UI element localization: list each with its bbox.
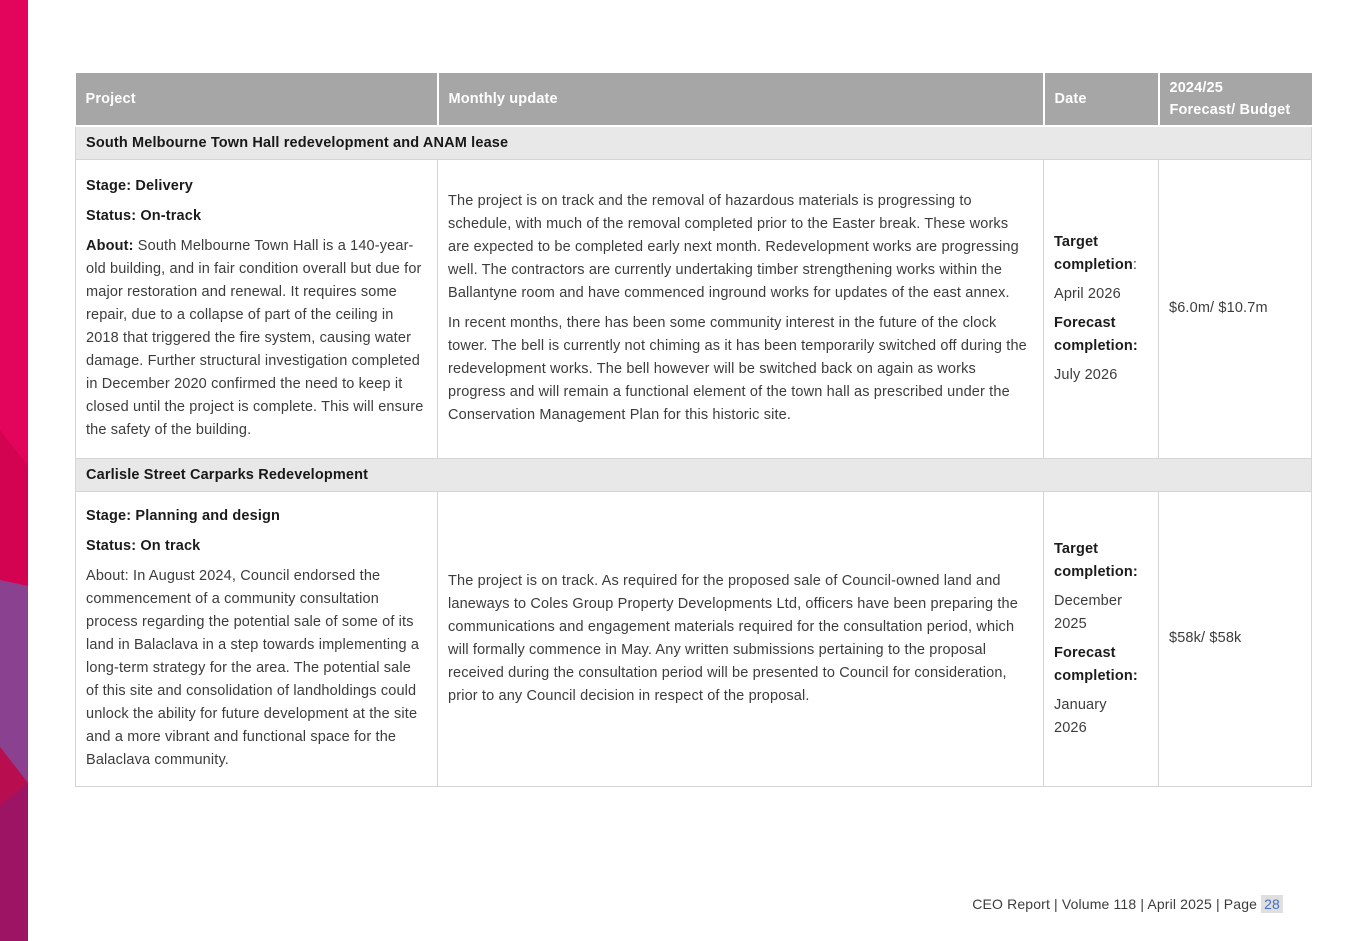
update-paragraph: The project is on track and the removal of hazardous materials is progressing to schedule, with much of the removal completed prior to the Easter break. These works are expected to be completed early next month. Redevelopment works are progressing well. The contractors are currently undertaking timber strengthening works within the Ballantyne room and have commenced inground works for updates of the east annex. (448, 193, 1019, 301)
monthly-update-cell (438, 491, 1044, 786)
stage-line: Stage: Planning and design (86, 508, 281, 524)
date-cell (1044, 159, 1159, 458)
forecast-completion-value: July 2026 (1054, 366, 1118, 383)
forecast-completion-value: January 2026 (1054, 696, 1107, 736)
budget-cell: $6.0m/ $10.7m (1159, 159, 1312, 458)
footer-text: CEO Report | Volume 118 | April 2025 | Page (972, 896, 1262, 912)
target-completion-value: December 2025 (1054, 592, 1123, 632)
page-footer (972, 896, 1283, 912)
table-row (76, 159, 1312, 458)
section-row-town-hall (76, 126, 1312, 159)
budget-cell: $58k/ $58k (1159, 491, 1312, 786)
projects-table (75, 73, 1312, 787)
about-paragraph (86, 565, 427, 772)
about-text: South Melbourne Town Hall is a 140-year-old building, and in fair condition overall but due for major restoration and renewal. It requires some repair, due to a collapse of part of the ceiling in 2018 that triggered the fire system, causing water damage. Further structural investigation completed in December 2020 confirmed the need to keep it closed until the project is complete. This will ensure the safety of the building. (86, 238, 424, 438)
status-line: Status: On-track (86, 208, 202, 224)
section-row-carlisle-street (76, 458, 1312, 491)
table-header-row (76, 73, 1312, 126)
update-paragraph: The project is on track. As required for the proposed sale of Council-owned land and laneways to Coles Group Property Developments Ltd, officers have been preparing the communications and engagement materials required for the consultation period, which will formally commence in May. Any written submissions pertaining to the proposal received during the consultation period will be presented to Council for consideration, prior to any Council decision in respect of the proposal. (448, 572, 1018, 704)
date-cell (1044, 491, 1159, 786)
about-paragraph (86, 235, 427, 442)
page-number-field: 28 (1261, 895, 1283, 913)
col-header-project: Project (76, 73, 438, 126)
col-header-budget-line2: Forecast/ Budget (1169, 102, 1291, 118)
stage-line: Stage: Delivery (86, 178, 194, 194)
forecast-completion-label: Forecast completion: (1054, 314, 1138, 354)
about-label: About: (86, 568, 129, 584)
col-header-monthly-update: Monthly update (438, 73, 1044, 126)
forecast-completion-label: Forecast completion: (1054, 644, 1138, 684)
target-completion-label: Target completion: (1054, 233, 1138, 273)
about-label: About: (86, 238, 134, 254)
col-header-budget-line1: 2024/25 (1169, 80, 1223, 96)
col-header-date: Date (1044, 73, 1159, 126)
section-title: South Melbourne Town Hall redevelopment and ANAM lease (76, 126, 1312, 159)
about-text: In August 2024, Council endorsed the commencement of a community consultation process regarding the potential sale of some of its land in Balaclava in a step towards implementing a long-term strategy for the area. The potential sale of this site and consolidation of landholdings could unlock the ability for future development at the site and a more vibrant and functional space for the Balaclava community. (86, 568, 420, 768)
band-magenta-shape (0, 783, 28, 941)
target-completion-label: Target completion: (1054, 540, 1138, 580)
status-line: Status: On track (86, 538, 201, 554)
monthly-update-cell (438, 159, 1044, 458)
project-cell (76, 491, 438, 786)
decorative-left-band (0, 0, 28, 941)
project-cell (76, 159, 438, 458)
col-header-forecast-budget (1159, 73, 1312, 126)
target-completion-value: April 2026 (1054, 285, 1121, 302)
table-row (76, 491, 1312, 786)
section-title: Carlisle Street Carparks Redevelopment (76, 458, 1312, 491)
update-paragraph: In recent months, there has been some community interest in the future of the clock tower. The bell is currently not chiming as it has been temporarily switched off during the redevelopment works. The bell however will be switched back on again as works progress and will remain a functional element of the town hall as prescribed under the Conservation Management Plan for this historic site. (448, 315, 1027, 423)
